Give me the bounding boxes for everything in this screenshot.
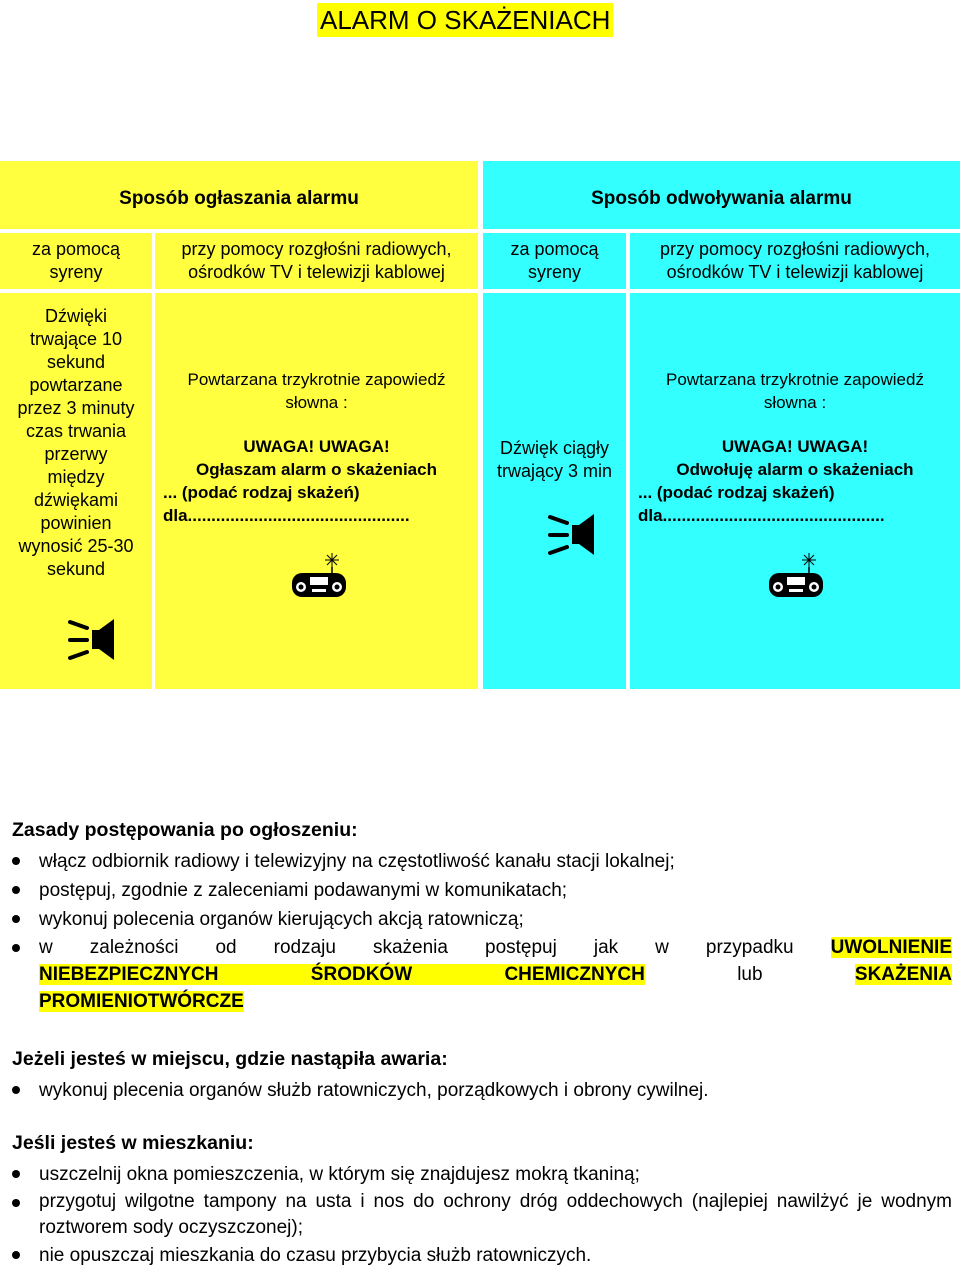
announce-warning: UWAGA! UWAGA!	[243, 437, 390, 456]
cancel-warning: UWAGA! UWAGA!	[721, 437, 869, 456]
siren-desc-line: wynosić 25-30	[18, 536, 134, 556]
cancel-siren-desc-line2: trwający 3 min	[496, 461, 613, 481]
siren-desc-line: sekund	[46, 352, 106, 372]
item4-line3	[39, 988, 952, 1015]
list-item: postępuj, zgodnie z zaleceniami podawanymi w komunikatach;	[12, 876, 952, 905]
procedure-heading: Zasady postępowania po ogłoszeniu:	[12, 819, 358, 841]
accident-list	[12, 1076, 952, 1105]
home-section	[12, 1130, 952, 1270]
announce-header-label: Sposób ogłaszania alarmu	[119, 188, 359, 209]
cancel-siren-label-line2: syreny	[527, 262, 581, 282]
cancel-radio-message	[630, 293, 960, 689]
accident-section	[12, 1046, 952, 1105]
cancel-radio-label-line1: przy pomocy rozgłośni radiowych,	[659, 239, 931, 259]
announce-siren-label	[0, 233, 152, 289]
list-item: uszczelnij okna pomieszczenia, w którym się znajdujesz mokrą tkaniną;	[12, 1160, 952, 1189]
announce-siren-description	[0, 293, 152, 689]
cancel-spoken-line1: Powtarzana trzykrotnie zapowiedź	[666, 370, 924, 389]
siren-desc-line: powtarzane	[29, 375, 123, 395]
list-item	[12, 934, 952, 1015]
cancel-siren-description	[483, 293, 626, 689]
item4-highlight-radioactive: PROMIENIOTWÓRCZE	[39, 991, 244, 1012]
announce-siren-label-line1: za pomocą	[31, 239, 121, 259]
procedure-section	[12, 817, 952, 1015]
list-item: przygotuj wilgotne tampony na usta i nos do ochrony dróg oddechowych (najlepiej nawilżyć je wodnym roztworem sody oczyszczonej);	[12, 1189, 952, 1241]
announce-radio-label	[155, 233, 478, 289]
cancel-message: Odwołuję alarm o skażeniach	[676, 460, 914, 479]
siren-desc-line: dźwiękami	[33, 490, 119, 510]
cancel-spoken-line2: słowna :	[763, 393, 827, 412]
list-item: wykonuj plecenia organów służb ratowniczych, porządkowych i obrony cywilnej.	[12, 1076, 952, 1105]
announce-header	[0, 161, 478, 229]
item4-highlight-chemicals: NIEBEZPIECZNYCH ŚRODKÓW CHEMICZNYCH	[39, 964, 645, 985]
page-title: ALARM O SKAŻENIACH	[317, 3, 613, 37]
item4-line1	[39, 934, 952, 961]
cancel-detail: ... (podać rodzaj skażeń)	[638, 483, 835, 502]
list-item: nie opuszczaj mieszkania do czasu przybycia służb ratowniczych.	[12, 1241, 952, 1270]
siren-desc-line: trwające 10	[29, 329, 123, 349]
announce-radio-label-line1: przy pomocy rozgłośni radiowych,	[181, 239, 452, 259]
announce-spoken-line2: słowna :	[285, 393, 348, 412]
siren-desc-lines	[0, 305, 152, 581]
cancel-detail-for: dla...............................................	[638, 506, 885, 525]
item4-or: lub	[737, 964, 763, 985]
announce-message: Ogłaszam alarm o skażeniach	[196, 460, 437, 479]
radio-icon	[765, 551, 827, 603]
siren-desc-line: przez 3 minuty	[17, 398, 135, 418]
cancel-header-label: Sposób odwoływania alarmu	[591, 188, 852, 209]
cancel-siren-label-line1: za pomocą	[510, 239, 599, 259]
cancel-radio-label-line2: ośrodków TV i telewizji kablowej	[666, 262, 924, 282]
list-item: włącz odbiornik radiowy i telewizyjny na częstotliwość kanału stacji lokalnej;	[12, 847, 952, 876]
home-list	[12, 1160, 952, 1270]
item4-highlight-contamination: SKAŻENIA	[854, 964, 953, 985]
siren-desc-line: między	[47, 467, 105, 487]
cancel-siren-label	[483, 233, 626, 289]
list-item: wykonuj polecenia organów kierujących akcją ratowniczą;	[12, 905, 952, 934]
siren-desc-line: sekund	[46, 559, 106, 579]
cancel-radio-label	[630, 233, 960, 289]
announce-radio-message	[155, 293, 478, 689]
siren-desc-line: powinien	[40, 513, 112, 533]
cancel-siren-desc-line1: Dźwięk ciągły	[499, 438, 610, 458]
announce-detail-for: dla...............................................	[163, 506, 410, 525]
siren-desc-line: Dźwięki	[44, 306, 107, 326]
announce-detail: ... (podać rodzaj skażeń)	[163, 483, 360, 502]
accident-heading: Jeżeli jesteś w miejscu, gdzie nastąpiła awaria:	[12, 1048, 448, 1070]
item4-highlight-release: UWOLNIENIE	[830, 937, 952, 958]
announce-spoken-line1: Powtarzana trzykrotnie zapowiedź	[187, 370, 446, 389]
radio-icon	[288, 551, 350, 603]
siren-desc-line: przerwy	[44, 444, 108, 464]
speaker-siren-icon	[66, 616, 120, 664]
announce-radio-label-line2: ośrodków TV i telewizji kablowej	[188, 262, 445, 282]
cancel-header	[483, 161, 960, 229]
announce-siren-label-line2: syreny	[49, 262, 103, 282]
speaker-siren-icon	[546, 511, 600, 559]
item4-line2	[39, 961, 952, 988]
item4-text: w zależności od rodzaju skażenia postępuj jak w przypadku	[39, 937, 794, 958]
procedure-list	[12, 847, 952, 1015]
siren-desc-line: czas trwania	[25, 421, 127, 441]
home-heading: Jeśli jesteś w mieszkaniu:	[12, 1132, 254, 1154]
